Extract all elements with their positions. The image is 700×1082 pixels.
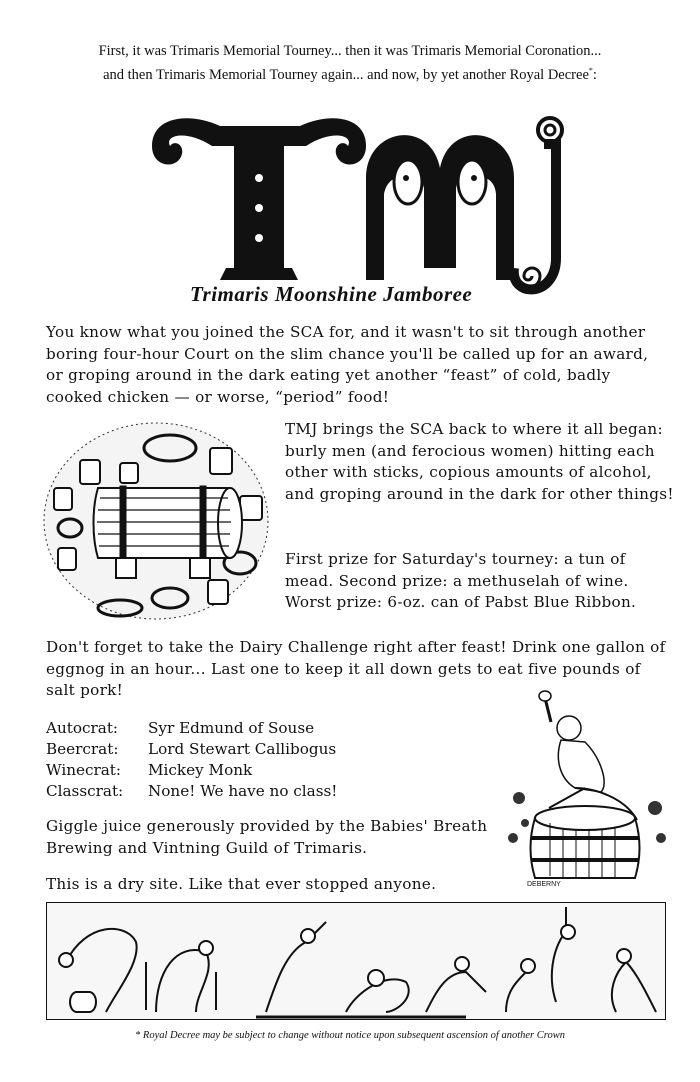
acrobats-frieze (46, 902, 666, 1020)
barrel-icon (40, 418, 272, 624)
staff-row-beercrat (46, 739, 466, 760)
footnote-mark: * (588, 66, 593, 75)
bacchus-illustration (505, 688, 670, 888)
staff-role: Winecrat: (46, 761, 122, 779)
frieze-icon (46, 902, 666, 1020)
staff-role: Autocrat: (46, 719, 119, 737)
bacchus-icon (505, 688, 670, 888)
staff-list (46, 718, 466, 802)
intro-text (40, 42, 660, 85)
logo-subtitle: Trimaris Moonshine Jamboree (190, 282, 473, 306)
dry-site-paragraph: This is a dry site. Like that ever stopped anyone. (46, 875, 437, 893)
intro-line-2-colon: : (592, 66, 597, 83)
prizes-paragraph: First prize for Saturday's tourney: a tun of mead. Second prize: a methuselah of wine. Worst prize: 6-oz. can of Pabst Blue Ribbon. (285, 550, 637, 611)
barrel-illustration (40, 418, 272, 624)
tmj-logo (130, 108, 570, 308)
footnote: * Royal Decree may be subject to change without notice upon subsequent ascension of another Crown (135, 1030, 565, 1041)
intro-line-1: First, it was Trimaris Memorial Tourney... then it was Trimaris Memorial Coronation... (98, 43, 602, 59)
staff-row-classcrat (46, 781, 466, 802)
about-paragraph: TMJ brings the SCA back to where it all began: burly men (and ferocious women) hitting each other with sticks, copious amounts of alcohol, and groping around in the dark for other things! (285, 420, 674, 503)
staff-name: None! We have no class! (148, 782, 338, 800)
tmj-logo-graphic (130, 108, 570, 308)
staff-row-winecrat (46, 760, 466, 781)
bacchus-signature: DEBERNY (527, 881, 561, 888)
staff-name: Syr Edmund of Souse (148, 719, 315, 737)
staff-row-autocrat (46, 718, 466, 739)
staff-name: Lord Stewart Callibogus (148, 740, 337, 758)
staff-name: Mickey Monk (148, 761, 253, 779)
intro-line-2 (40, 61, 660, 85)
intro-paragraph: You know what you joined the SCA for, and it wasn't to sit through another boring four-hour Court on the slim chance you'll be called up for an award, or groping around in the dark eating yet another “feast” of cold, badly cooked chicken — or worse, “period” food! (46, 323, 649, 406)
staff-role: Beercrat: (46, 740, 119, 758)
sponsor-paragraph: Giggle juice generously provided by the Babies' Breath Brewing and Vintning Guild of Trimaris. (46, 817, 488, 857)
intro-line-2-text: and then Trimaris Memorial Tourney again... and now, by yet another Royal Decree (103, 66, 589, 83)
staff-role: Classcrat: (46, 782, 124, 800)
dairy-challenge-paragraph: Don't forget to take the Dairy Challenge right after feast! Drink one gallon of eggnog in an hour... Last one to keep it all down gets to eat five pounds of salt pork! (46, 638, 666, 699)
